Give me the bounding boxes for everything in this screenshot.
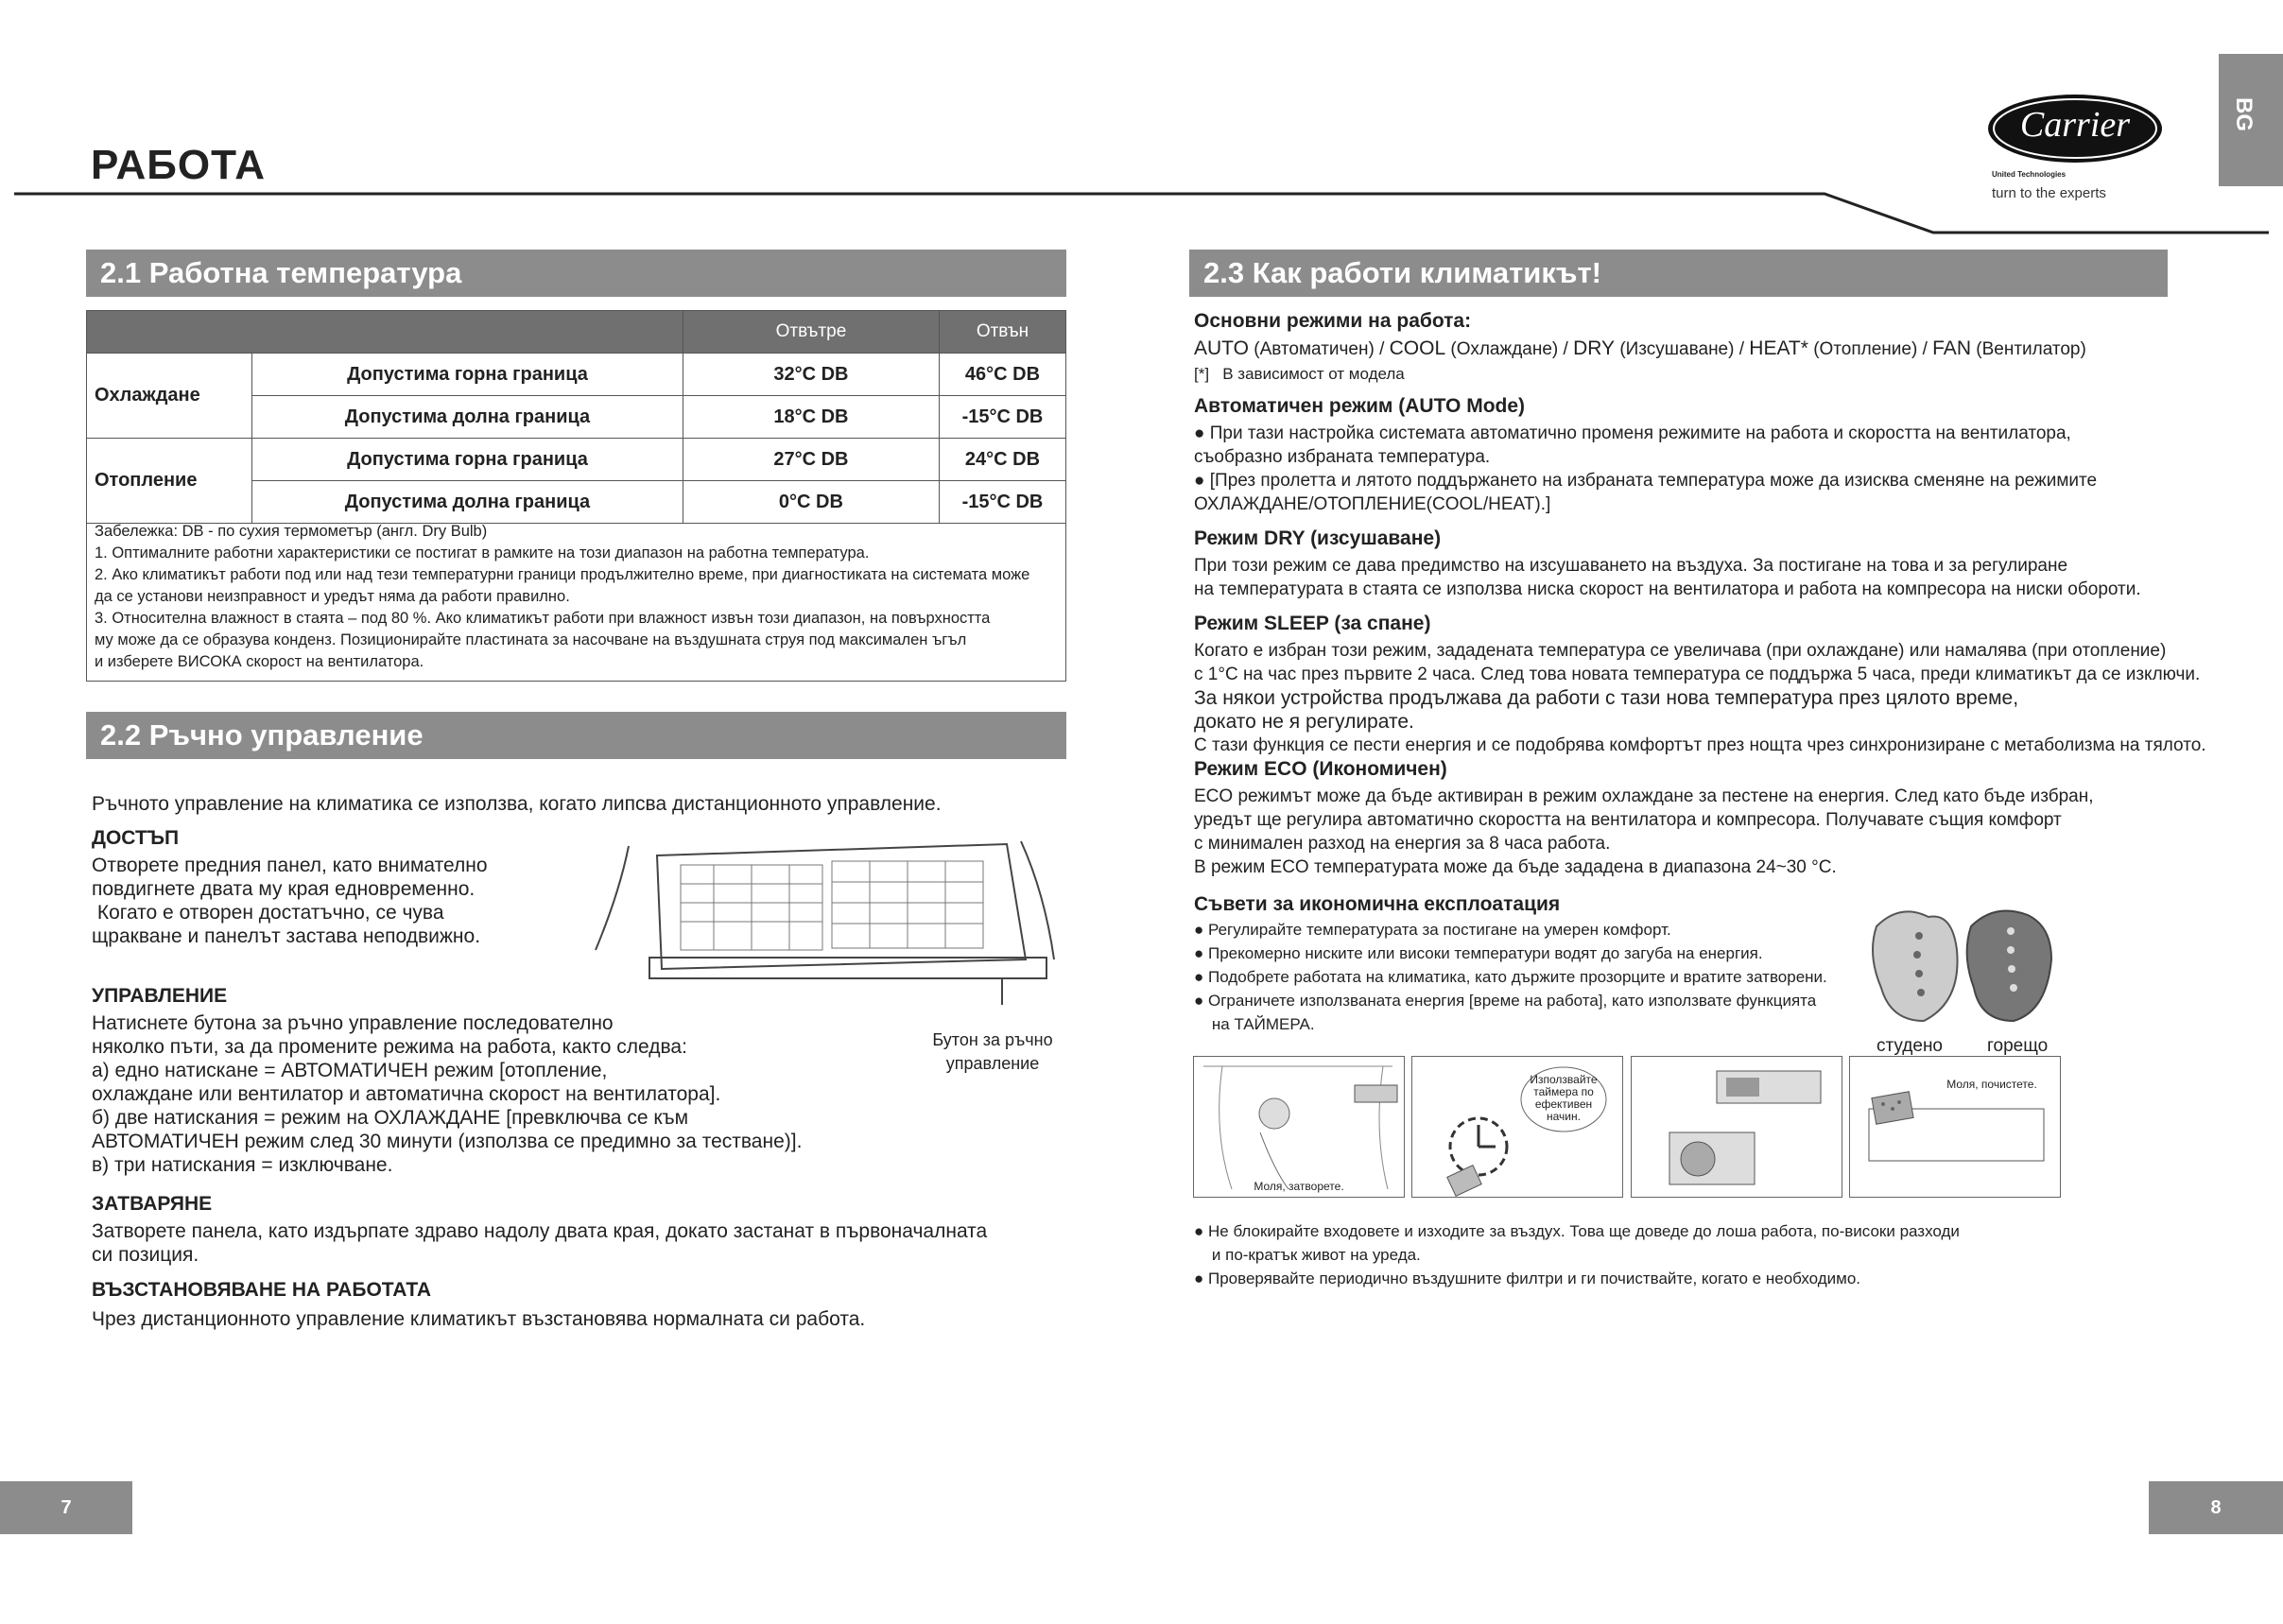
list-item: ● Не блокирайте входовете и изходите за въздух. Това ще доведе до лоша работа, по-високи разходи [1194,1222,1960,1240]
illustration-close-window [1193,1056,1405,1198]
list-item: ● Прекомерно ниските или високи температури водят до загуба на енергия. [1194,944,1763,962]
text-line: докато не я регулирате. [1194,711,1414,733]
brand-sub: United Technologies [1992,170,2067,179]
text-line: а) едно натискане = АВТОМАТИЧЕН режим [отопление, [92,1060,608,1081]
text-line: повдигнете двата му края едновременно. [92,878,476,900]
mode-sep: (Охлаждане) / [1445,339,1574,359]
text-line: уредът ще регулира автоматично скоростта на вентилатора и компресора. Получавате същия комфорт [1194,810,2062,830]
mode-cooling: Охлаждане [87,354,252,439]
control-text [92,1011,802,1177]
text-line: с минимален разход на енергия за 8 часа работа. [1194,834,1611,854]
mode-sep: (Изсушаване) / [1615,339,1750,359]
list-item: на ТАЙМЕРА. [1194,1015,1315,1033]
text-line: За някои устройства продължава да работи с тази нова температура през цялото време, [1194,687,2019,709]
list-item: ● Ограничете използваната енергия [време на работа], като използвате функцията [1194,992,1817,1010]
access-text [92,854,488,948]
cell-value: 27°C DB [683,439,939,481]
mode-sep: (Вентилатор) [1970,339,2086,359]
temperature-table [86,310,1066,524]
text-line: в) три натискания = изключване. [92,1154,393,1176]
list-item: ● Регулирайте температурата за постигане на умерен комфорт. [1194,921,1671,939]
header-rule [0,180,2283,236]
cell-value: 32°C DB [683,354,939,396]
section-2-1-heading: 2.1 Работна температура [86,250,1066,297]
modes-note: [*] В зависимост от модела [1194,365,1405,383]
auto-heading: Автоматичен режим (AUTO Mode) [1194,395,1526,417]
limit-label: Допустима горна граница [252,354,683,396]
col-inside: Отвътре [683,311,939,354]
dry-text [1194,554,2141,601]
tips-list [1194,918,1827,1036]
limit-label: Допустима горна граница [252,439,683,481]
illustration-clean-filter [1849,1056,2061,1198]
text-line: Бутон за ръчно [932,1030,1053,1049]
text-line: б) две натискания = режим на ОХЛАЖДАНЕ [превключва се към [92,1107,689,1129]
language-tab: BG [2219,54,2283,186]
text-line: ОХЛАЖДАНЕ/ОТОПЛЕНИЕ(COOL/HEAT).] [1194,494,1551,514]
mode-sep: (Отопление) / [1807,339,1933,359]
text-line: управление [945,1054,1040,1073]
mode-dry: DRY [1573,337,1616,359]
sleep-heading: Режим SLEEP (за спане) [1194,613,1431,634]
cell-value: -15°C DB [939,396,1065,439]
limit-label: Допустима долна граница [252,396,683,439]
brand-logo [1985,93,2165,168]
mode-auto: AUTO [1194,337,1249,359]
cell-value: 46°C DB [939,354,1065,396]
page-number-right [2149,1481,2283,1534]
text-line: АВТОМАТИЧЕН режим след 30 минути (използва се предимно за тестване)]. [92,1131,803,1152]
text-line: Натиснете бутона за ръчно управление последователно [92,1012,614,1034]
auto-text [1194,422,2097,516]
text-line: си позиция. [92,1244,199,1266]
text-line: Използвайте [1530,1073,1598,1086]
indoor-unit-illustration [591,837,1064,1007]
page-number-text: 8 [2210,1497,2222,1518]
text-line: Когато е отворен достатъчно, се чува [92,902,444,924]
close-text [92,1219,987,1267]
note-line: и изберете ВИСОКА скорост на вентилатора. [95,653,424,670]
page-number-text: 7 [61,1497,72,1518]
text-line: С тази функция се пести енергия и се подобрява комфортът през нощта чрез синхронизиране с метаболизма на тялото. [1194,735,2206,755]
brand-name: Carrier [2019,105,2131,145]
text-line: на температурата в стаята се използва ниска скорост на вентилатора и работа на компресора на ниски обороти. [1194,579,2141,599]
eco-text [1194,785,2093,879]
list-item: ● Подобрете работата на климатика, като държите прозорците и вратите затворени. [1194,968,1827,986]
section-2-3-heading: 2.3 Как работи климатикът! [1189,250,2168,297]
text-line: няколко пъти, за да промените режима на работа, както следва: [92,1036,687,1058]
text-line: В режим ECO температурата може да бъде зададена в диапазона 24~30 °C. [1194,857,1837,877]
panel-caption: Моля, почистете. [1946,1078,2037,1091]
page-number-left [0,1481,132,1534]
mode-cool: COOL [1389,337,1446,359]
sleep-text [1194,639,2206,757]
eco-heading: Режим ECO (Икономичен) [1194,758,1447,780]
panel-caption: Моля, затворете. [1254,1180,1344,1193]
label-hot: горещо [1987,1036,2049,1056]
access-heading: ДОСТЪП [92,827,180,849]
note-line: му може да се образува конденз. Позиционирайте пластината за насочване на въздушната струя под максимален ъгъл [95,631,967,648]
modes-line [1194,337,2086,361]
manual-button-label [908,1028,1078,1076]
brand-tagline: turn to the experts [1992,185,2106,201]
close-heading: ЗАТВАРЯНЕ [92,1193,213,1215]
thermal-figures-illustration [1862,898,2061,1030]
table-notes [86,513,1066,682]
note-line: да се установи неизправност и уредът няма да работи правилно. [95,588,570,605]
text-line: щракване и панелът застава неподвижно. [92,925,481,947]
note-line: 1. Оптималните работни характеристики се постигат в рамките на този диапазон на работна температура. [95,544,870,561]
mode-heating: Отопление [87,439,252,524]
restore-text: Чрез дистанционното управление климатикът възстановява нормалната си работа. [92,1308,866,1330]
text-line: съобразно избраната температура. [1194,447,1491,467]
text-line: Отворете предния панел, като внимателно [92,855,488,876]
text-line: охлаждане или вентилатор и автоматична скорост на вентилатора]. [92,1083,721,1105]
dry-heading: Режим DRY (изсушаване) [1194,527,1442,549]
text-line: ● При тази настройка системата автоматично променя режимите на работа и скоростта на вентилатора, [1194,423,2071,443]
text-line: ефективен [1534,1097,1593,1111]
text-line: таймера по [1533,1085,1594,1098]
text-line: с 1°C на час през първите 2 часа. След това новата температура се поддържа 5 часа, преди климатикът да се изключи. [1194,665,2201,684]
panel-caption [1516,1074,1611,1123]
list-item: и по-кратък живот на уреда. [1194,1246,1421,1264]
mode-fan: FAN [1932,337,1971,359]
control-heading: УПРАВЛЕНИЕ [92,985,228,1007]
illustration-timer [1411,1056,1623,1198]
limit-label: Допустима долна граница [252,481,683,524]
text-line: Затворете панела, като издърпате здраво надолу двата края, докато застанат в първоначалната [92,1220,988,1242]
col-outside: Отвън [939,311,1065,354]
cell-value: 0°C DB [683,481,939,524]
note-line: Забележка: DB - по сухия термометър (англ. Dry Bulb) [95,523,488,540]
text-line: ● [През пролетта и лятото поддържането на избраната температура може да изисква сменяне на режимите [1194,471,2098,491]
note-line: 3. Относителна влажност в стаята – под 80 %. Ако климатикът работи при влажност извън този диапазон, на повърхността [95,610,991,627]
illustration-units [1631,1056,1842,1198]
table-corner [87,311,683,354]
text-line: ECO режимът може да бъде активиран в режим охлаждане за пестене на енергия. След като бъде избран, [1194,786,2094,806]
mode-heat: HEAT* [1749,337,1808,359]
section-2-2-heading: 2.2 Ръчно управление [86,712,1066,759]
page-title: РАБОТА [91,142,266,188]
mode-sep: (Автоматичен) / [1248,339,1390,359]
text-line: начин. [1547,1110,1581,1123]
modes-heading: Основни режими на работа: [1194,310,1472,332]
manual-intro: Ръчното управление на климатика се използва, когато липсва дистанционното управление. [92,793,942,815]
note-line: 2. Ако климатикът работи под или над тези температурни граници продължително време, при диагностиката на системата може [95,566,1030,583]
text-line: При този режим се дава предимство на изсушаването на въздуха. За постигане на това и за регулиране [1194,556,2068,576]
tips-heading: Съвети за икономична експлоатация [1194,893,1561,915]
footer-tips [1194,1219,1960,1290]
cell-value: -15°C DB [939,481,1065,524]
list-item: ● Проверявайте периодично въздушните филтри и ги почиствайте, когато е необходимо. [1194,1270,1861,1287]
text-line: Когато е избран този режим, зададената температура се увеличава (при охлаждане) или намалява (при отопление) [1194,641,2167,661]
restore-heading: ВЪЗСТАНОВЯВАНЕ НА РАБОТАТА [92,1279,432,1301]
label-cold: студено [1877,1036,1943,1056]
cell-value: 18°C DB [683,396,939,439]
cell-value: 24°C DB [939,439,1065,481]
